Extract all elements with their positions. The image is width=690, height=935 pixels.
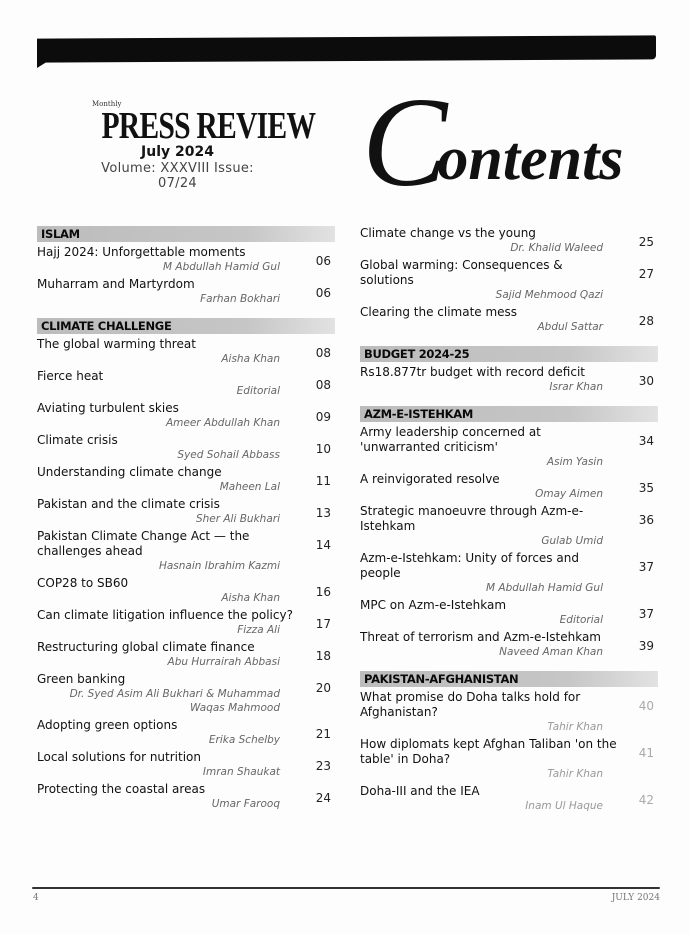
entry-author: Umar Farooq bbox=[211, 798, 280, 810]
entry-author: Imran Shaukat bbox=[202, 766, 280, 778]
toc-section bbox=[360, 346, 658, 394]
entry-title: Pakistan Climate Change Act — the challenges ahead bbox=[37, 529, 250, 558]
toc-entry[interactable] bbox=[360, 305, 658, 334]
entry-page-number: 39 bbox=[638, 639, 654, 653]
toc-entry[interactable] bbox=[360, 365, 658, 394]
entry-author: Naveed Aman Khan bbox=[499, 646, 603, 658]
toc-entry[interactable] bbox=[37, 608, 335, 637]
entry-author: Fizza Ali bbox=[237, 624, 280, 636]
entry-page-number: 16 bbox=[315, 585, 331, 599]
entry-author: Maheen Lal bbox=[219, 481, 280, 493]
toc-entry[interactable] bbox=[37, 465, 335, 494]
entry-title: Restructuring global climate finance bbox=[37, 640, 255, 654]
entry-author: Erika Schelby bbox=[208, 734, 280, 746]
contents-heading bbox=[362, 71, 624, 213]
toc-section bbox=[360, 226, 658, 334]
entry-page-number: 23 bbox=[315, 759, 331, 773]
toc-entry[interactable] bbox=[37, 337, 335, 366]
toc-entry[interactable] bbox=[360, 784, 658, 813]
toc-entry[interactable] bbox=[360, 504, 658, 548]
toc-section bbox=[37, 318, 335, 811]
top-decorative-band bbox=[37, 35, 656, 62]
toc-section bbox=[360, 671, 658, 813]
entry-page-number: 21 bbox=[315, 727, 331, 741]
toc-entry[interactable] bbox=[37, 433, 335, 462]
masthead bbox=[80, 100, 316, 191]
contents-initial: C bbox=[362, 71, 448, 213]
entry-author: Sher Ali Bukhari bbox=[195, 513, 280, 525]
toc-entry[interactable] bbox=[37, 750, 335, 779]
toc-entry[interactable] bbox=[360, 472, 658, 501]
entry-page-number: 27 bbox=[638, 267, 654, 281]
entry-page-number: 42 bbox=[638, 793, 654, 807]
entry-page-number: 10 bbox=[315, 442, 331, 456]
toc-entry[interactable] bbox=[360, 598, 658, 627]
entry-title: Aviating turbulent skies bbox=[37, 401, 179, 415]
entry-page-number: 11 bbox=[315, 474, 331, 488]
entry-page-number: 08 bbox=[315, 346, 331, 360]
entry-title: How diplomats kept Afghan Taliban 'on the table' in Doha? bbox=[360, 737, 617, 766]
toc-entry[interactable] bbox=[37, 401, 335, 430]
entry-title: Climate change vs the young bbox=[360, 226, 536, 240]
toc-entry[interactable] bbox=[360, 690, 658, 734]
entry-title: Local solutions for nutrition bbox=[37, 750, 201, 764]
bottom-rule bbox=[32, 887, 660, 889]
entry-page-number: 41 bbox=[638, 746, 654, 760]
entry-title: Green banking bbox=[37, 672, 126, 686]
entry-title: Doha-III and the IEA bbox=[360, 784, 480, 798]
entry-title: The global warming threat bbox=[37, 337, 196, 351]
toc-entry[interactable] bbox=[37, 529, 335, 573]
entry-page-number: 37 bbox=[638, 560, 654, 574]
entry-author: Tahir Khan bbox=[547, 721, 603, 733]
entry-author: Farhan Bokhari bbox=[200, 293, 280, 305]
masthead-title: PRESS REVIEW bbox=[101, 105, 316, 147]
entry-author: Gulab Umid bbox=[541, 535, 603, 547]
entry-title: Hajj 2024: Unforgettable moments bbox=[37, 245, 246, 259]
section-header: CLIMATE CHALLENGE bbox=[37, 318, 335, 334]
top-band-tail bbox=[37, 58, 53, 68]
toc-entry[interactable] bbox=[360, 630, 658, 659]
entry-author: Tahir Khan bbox=[547, 768, 603, 780]
entry-title: Adopting green options bbox=[37, 718, 178, 732]
entry-title: Azm-e-Istehkam: Unity of forces and people bbox=[360, 551, 579, 580]
entry-title: Global warming: Consequences & solutions bbox=[360, 258, 563, 287]
entry-title: Rs18.877tr budget with record deficit bbox=[360, 365, 586, 379]
entry-page-number: 06 bbox=[315, 254, 331, 268]
entry-page-number: 06 bbox=[315, 286, 331, 300]
entry-author: Ameer Abdullah Khan bbox=[165, 417, 280, 429]
toc-entry[interactable] bbox=[360, 737, 658, 781]
entry-page-number: 08 bbox=[315, 378, 331, 392]
entry-author: Dr. Khalid Waleed bbox=[510, 242, 603, 254]
entry-author: Aisha Khan bbox=[221, 592, 280, 604]
entry-title: Clearing the climate mess bbox=[360, 305, 518, 319]
toc-entry[interactable] bbox=[37, 782, 335, 811]
entry-author: Asim Yasin bbox=[546, 456, 603, 468]
section-header: PAKISTAN-AFGHANISTAN bbox=[360, 671, 658, 687]
toc-right-column bbox=[360, 226, 658, 825]
entry-page-number: 14 bbox=[315, 538, 331, 552]
entry-page-number: 30 bbox=[638, 374, 654, 388]
entry-author: Aisha Khan bbox=[221, 353, 280, 365]
entry-author: Omay Aimen bbox=[535, 488, 603, 500]
toc-entry[interactable] bbox=[37, 369, 335, 398]
toc-entry[interactable] bbox=[360, 226, 658, 255]
entry-title: Pakistan and the climate crisis bbox=[37, 497, 220, 511]
entry-author: Abdul Sattar bbox=[537, 321, 603, 333]
entry-title: MPC on Azm-e-Istehkam bbox=[360, 598, 507, 612]
footer-page-number: 4 bbox=[33, 893, 39, 903]
entry-page-number: 34 bbox=[638, 434, 654, 448]
entry-author: M Abdullah Hamid Gul bbox=[162, 261, 280, 273]
entry-title: What promise do Doha talks hold for Afghanistan? bbox=[360, 690, 581, 719]
entry-author: Abu Hurrairah Abbasi bbox=[167, 656, 280, 668]
entry-page-number: 40 bbox=[638, 699, 654, 713]
entry-author: Dr. Syed Asim Ali Bukhari & Muhammad Waqas Mahmood bbox=[69, 688, 280, 714]
masthead-frequency: Monthly bbox=[92, 100, 122, 108]
toc-section bbox=[37, 226, 335, 306]
entry-title: Can climate litigation influence the policy? bbox=[37, 608, 293, 622]
toc-entry[interactable] bbox=[37, 576, 335, 605]
entry-author: Sajid Mehmood Qazi bbox=[495, 289, 603, 301]
entry-page-number: 37 bbox=[638, 607, 654, 621]
masthead-date: July 2024 bbox=[141, 144, 214, 160]
entry-page-number: 25 bbox=[638, 235, 654, 249]
toc-entry[interactable] bbox=[37, 277, 335, 306]
entry-author: M Abdullah Hamid Gul bbox=[485, 582, 603, 594]
footer-date: JULY 2024 bbox=[611, 893, 660, 903]
entry-page-number: 17 bbox=[315, 617, 331, 631]
contents-rest: ontents bbox=[437, 125, 624, 193]
entry-author: Editorial bbox=[236, 385, 280, 397]
toc-entry[interactable] bbox=[37, 245, 335, 274]
entry-page-number: 13 bbox=[315, 506, 331, 520]
toc-entry[interactable] bbox=[360, 551, 658, 595]
toc-left-column bbox=[37, 226, 335, 823]
entry-author: Hasnain Ibrahim Kazmi bbox=[158, 560, 280, 572]
section-header: BUDGET 2024-25 bbox=[360, 346, 658, 362]
entry-page-number: 28 bbox=[638, 314, 654, 328]
entry-title: Army leadership concerned at 'unwarranted criticism' bbox=[360, 425, 541, 454]
entry-title: Threat of terrorism and Azm-e-Istehkam bbox=[360, 630, 601, 644]
entry-author: Syed Sohail Abbass bbox=[177, 449, 280, 461]
entry-page-number: 09 bbox=[315, 410, 331, 424]
entry-title: Muharram and Martyrdom bbox=[37, 277, 195, 291]
entry-title: COP28 to SB60 bbox=[37, 576, 129, 590]
entry-title: A reinvigorated resolve bbox=[360, 472, 500, 486]
entry-page-number: 35 bbox=[638, 481, 654, 495]
toc-entry[interactable] bbox=[37, 640, 335, 669]
entry-page-number: 24 bbox=[315, 791, 331, 805]
entry-page-number: 18 bbox=[315, 649, 331, 663]
toc-entry[interactable] bbox=[37, 672, 335, 715]
masthead-volume-issue: Volume: XXXVIII Issue: 07/24 bbox=[101, 161, 254, 191]
toc-section bbox=[360, 406, 658, 659]
entry-page-number: 20 bbox=[315, 681, 331, 695]
entry-author: Inam Ul Haque bbox=[525, 800, 603, 812]
entry-title: Understanding climate change bbox=[37, 465, 222, 479]
section-header: AZM-E-ISTEHKAM bbox=[360, 406, 658, 422]
entry-author: Israr Khan bbox=[549, 381, 603, 393]
toc-entry[interactable] bbox=[37, 718, 335, 747]
entry-author: Editorial bbox=[559, 614, 603, 626]
entry-title: Climate crisis bbox=[37, 433, 118, 447]
toc-entry[interactable] bbox=[37, 497, 335, 526]
entry-title: Strategic manoeuvre through Azm-e-Istehkam bbox=[360, 504, 584, 533]
toc-entry[interactable] bbox=[360, 425, 658, 469]
toc-entry[interactable] bbox=[360, 258, 658, 302]
section-header: ISLAM bbox=[37, 226, 335, 242]
entry-page-number: 36 bbox=[638, 513, 654, 527]
entry-title: Protecting the coastal areas bbox=[37, 782, 206, 796]
entry-title: Fierce heat bbox=[37, 369, 104, 383]
